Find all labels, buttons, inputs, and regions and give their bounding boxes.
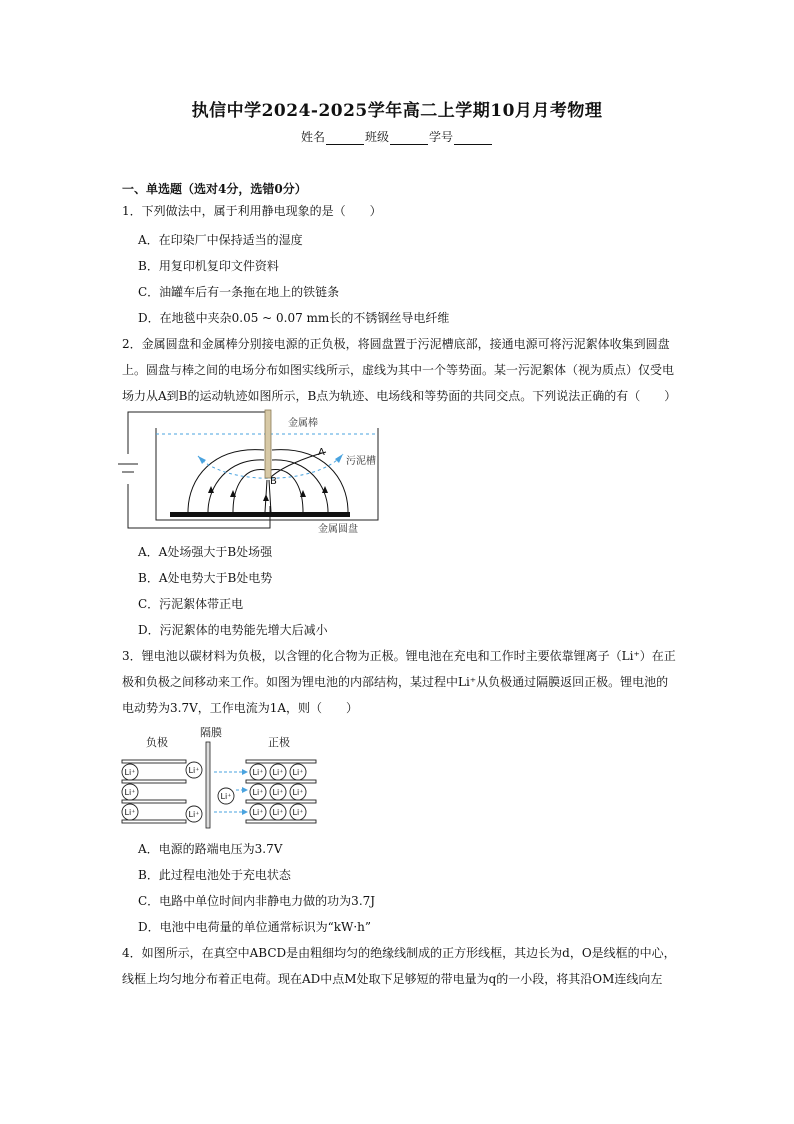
question-2-option-b: B．A处电势大于B处电势 — [138, 571, 273, 585]
question-1-option-c: C．油罐车后有一条拖在地上的铁链条 — [138, 285, 340, 299]
battery-circuit — [118, 412, 270, 528]
class-blank[interactable] — [390, 132, 428, 145]
svg-text:Li⁺: Li⁺ — [272, 788, 284, 797]
field-line-arrows — [208, 486, 328, 501]
question-3-option-d: D．电池中电荷量的单位通常标识为“kW·h” — [138, 920, 372, 934]
point-a-label: A — [318, 447, 325, 458]
class-label: 班级 — [364, 130, 389, 144]
tank-label: 污泥槽 — [346, 456, 376, 467]
equipotential-arrow-right — [335, 454, 343, 463]
id-label: 学号 — [429, 130, 454, 144]
question-3-stem-line-3: 电动势为3.7V，工作电流为1A，则（ ） — [122, 701, 359, 715]
id-blank[interactable] — [454, 132, 492, 145]
svg-text:Li⁺: Li⁺ — [124, 808, 136, 817]
question-4-stem-line-1: 4．如图所示，在真空中ABCD是由粗细均匀的绝缘线制成的正方形线框，其边长为d，O是线框的中心， — [122, 946, 676, 960]
question-4-stem-line-2: 线框上均匀地分布着正电荷。现在AD中点M处取下足够短的带电量为q的一小段，将其沿OM连线向左 — [122, 972, 663, 986]
svg-text:Li⁺: Li⁺ — [252, 808, 264, 817]
name-label: 姓名 — [300, 130, 325, 144]
lithium-ion-labels — [125, 766, 304, 819]
equipotential-arrow-left — [198, 456, 206, 464]
question-3-figure — [118, 724, 328, 830]
name-blank[interactable] — [326, 132, 364, 145]
question-3-stem-line-1: 3．锂电池以碳材料为负极，以含锂的化合物为正极。锂电池在充电和工作时主要依靠锂离子（Li⁺）在正 — [122, 649, 676, 663]
svg-text:Li⁺: Li⁺ — [124, 788, 136, 797]
negative-electrode-label: 负极 — [146, 736, 168, 749]
svg-text:Li⁺: Li⁺ — [220, 792, 232, 801]
svg-text:Li⁺: Li⁺ — [252, 788, 264, 797]
question-2-option-d: D．污泥絮体的电势能先增大后减小 — [138, 623, 328, 637]
svg-text:Li⁺: Li⁺ — [188, 766, 200, 775]
question-2-option-a: A．A处场强大于B处场强 — [138, 545, 273, 559]
question-1-option-d: D．在地毯中夹杂0.05 ~ 0.07 mm长的不锈钢丝导电纤维 — [138, 311, 450, 325]
question-1-stem: 1．下列做法中，属于利用静电现象的是（ ） — [122, 204, 382, 218]
svg-text:Li⁺: Li⁺ — [272, 768, 284, 777]
separator-membrane — [206, 742, 210, 828]
question-3-option-b: B．此过程电池处于充电状态 — [138, 868, 291, 882]
svg-text:Li⁺: Li⁺ — [292, 788, 304, 797]
svg-text:Li⁺: Li⁺ — [292, 808, 304, 817]
disk-label: 金属圆盘 — [318, 524, 358, 534]
question-2-stem-line-2: 上。圆盘与棒之间的电场分布如图实线所示，虚线为其中一个等势面。某一污泥絮体（视为质点）仅受电 — [122, 363, 675, 377]
point-b-label: B — [270, 476, 277, 487]
section-title: 一、单选题（选对4分，选错0分） — [122, 182, 307, 196]
question-1-option-a: A．在印染厂中保持适当的湿度 — [138, 233, 303, 247]
question-3-option-a: A．电源的路端电压为3.7V — [138, 842, 283, 856]
question-2-stem-line-3: 场力从A到B的运动轨迹如图所示，B点为轨迹、电场线和等势面的共同交点。下列说法正确的有（ ） — [122, 389, 677, 403]
separator-label: 隔膜 — [200, 726, 222, 739]
question-2-option-c: C．污泥絮体带正电 — [138, 597, 244, 611]
page-title: 执信中学2024-2025学年高二上学期10月月考物理 — [191, 101, 603, 121]
question-3-stem-line-2: 极和负极之间移动来工作。如图为锂电池的内部结构，某过程中Li⁺从负极通过隔膜返回正极。锂电池的 — [122, 675, 669, 689]
svg-text:Li⁺: Li⁺ — [272, 808, 284, 817]
question-2-figure — [118, 408, 388, 534]
question-2-stem-line-1: 2．金属圆盘和金属棒分别接电源的正负极，将圆盘置于污泥槽底部，接通电源可将污泥絮体收集到圆盘 — [122, 337, 670, 351]
metal-rod — [265, 410, 271, 478]
ion-arrow-heads — [242, 769, 248, 815]
student-info-line — [0, 128, 794, 145]
svg-text:Li⁺: Li⁺ — [252, 768, 264, 777]
svg-text:Li⁺: Li⁺ — [124, 768, 136, 777]
question-1-option-b: B．用复印机复印文件资料 — [138, 259, 279, 273]
positive-electrode-label: 正极 — [268, 736, 290, 749]
svg-text:Li⁺: Li⁺ — [292, 768, 304, 777]
rod-label: 金属棒 — [288, 418, 318, 429]
svg-text:Li⁺: Li⁺ — [188, 810, 200, 819]
metal-disk — [170, 512, 350, 517]
question-3-option-c: C．电路中单位时间内非静电力做的功为3.7J — [138, 894, 376, 908]
